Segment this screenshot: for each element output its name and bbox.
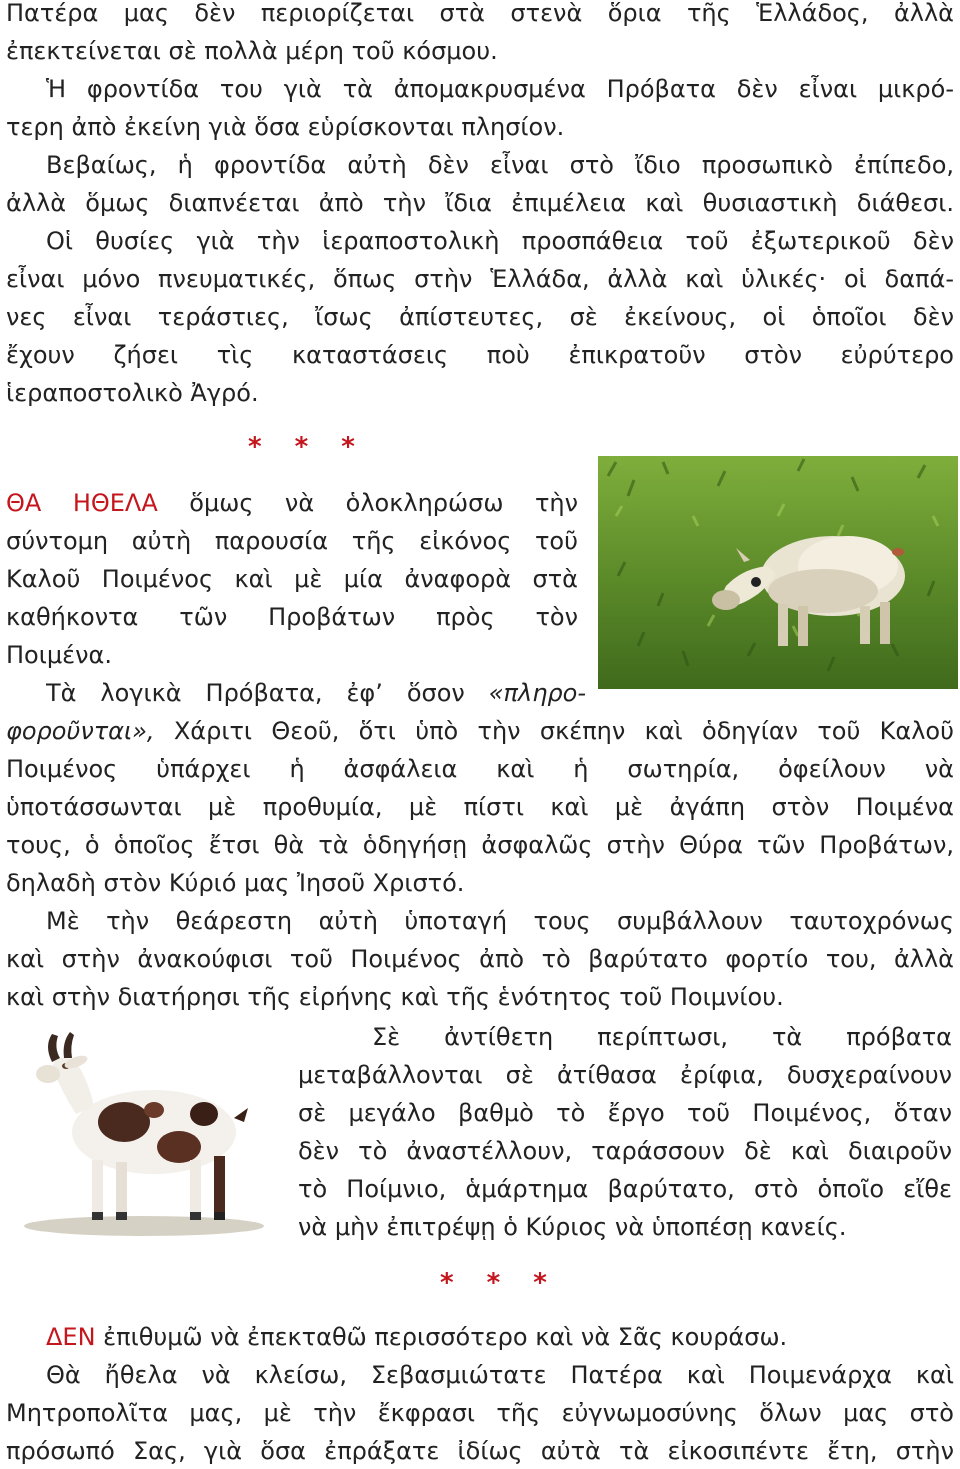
text-line: δὲν τὸ ἀναστέλλουν, ταράσσουν δὲ καὶ διαιροῦν	[298, 1137, 952, 1165]
text-fragment: ὅμως νὰ ὁλοκληρώσω τὴν	[157, 489, 578, 517]
text-line: Μητροπολῖτα μας, μὲ τὴν ἔκφρασι τῆς εὐγνωμοσύνης ὅλων μας στὸ	[6, 1399, 954, 1427]
text-line: Πατέρα μας δὲν περιορίζεται στὰ στενὰ ὅρια τῆς Ἑλλάδος, ἀλλὰ	[6, 0, 954, 27]
text-line	[6, 484, 578, 522]
text-fragment: Χάριτι Θεοῦ, ὅτι ὑπὸ τὴν σκέπην καὶ ὁδηγίαν τοῦ Καλοῦ	[154, 717, 954, 745]
sheep-grazing-photo	[598, 456, 958, 689]
text-line: νὰ μὴν ἐπιτρέψῃ ὁ Κύριος νὰ ὑποπέσῃ κανείς.	[298, 1213, 847, 1241]
text-line: τερη ἀπὸ ἐκείνη γιὰ ὅσα εὑρίσκονται πλησίον.	[6, 113, 565, 141]
section-separator-stars: * * *	[248, 432, 367, 462]
text-line: Καλοῦ Ποιμένος καὶ μὲ μία ἀναφορὰ στὰ	[6, 565, 578, 593]
text-line: νες εἶναι τεράστιες, ἴσως ἀπίστευτες, σὲ ἐκείνους, οἱ ὁποῖοι δὲν	[6, 303, 954, 331]
text-line: Οἱ θυσίες γιὰ τὴν ἱεραποστολικὴ προσπάθεια τοῦ ἐξωτερικοῦ δὲν	[46, 227, 954, 255]
text-line: ἀλλὰ ὅμως διαπνέεται ἀπὸ τὴν ἴδια ἐπιμέλεια καὶ θυσιαστικὴ διάθεσι.	[6, 189, 954, 217]
text-line: σύντομη αὐτὴ παρουσία τῆς εἰκόνος τοῦ	[6, 527, 578, 555]
text-line	[6, 712, 954, 750]
text-line: ἐπεκτείνεται σὲ πολλὰ μέρη τοῦ κόσμου.	[6, 37, 498, 65]
goat-spotted-photo	[4, 1022, 284, 1242]
drop-cap-heading: ΘΑ ΗΘΕΛΑ	[6, 489, 158, 517]
italic-text-fragment: «πληρο-	[488, 679, 586, 707]
text-line: ὑποτάσσωνται μὲ προθυμία, μὲ πίστι καὶ μὲ ἀγάπη στὸν Ποιμένα	[6, 793, 954, 821]
italic-text-fragment: φοροῦνται»,	[6, 717, 155, 745]
drop-cap-heading: ΔΕΝ	[46, 1323, 96, 1351]
text-line	[46, 1318, 954, 1356]
text-line	[46, 674, 586, 712]
text-line: Ἡ φροντίδα του γιὰ τὰ ἀπομακρυσμένα Πρόβατα δὲν εἶναι μικρό-	[46, 75, 954, 103]
text-line: Σὲ ἀντίθετη περίπτωσι, τὰ πρόβατα	[372, 1023, 952, 1051]
text-line: Βεβαίως, ἡ φροντίδα αὐτὴ δὲν εἶναι στὸ ἴδιο προσωπικὸ ἐπίπεδο,	[46, 151, 954, 179]
section-separator-stars: * * *	[440, 1268, 559, 1298]
text-line: ἱεραποστολικὸ Ἀγρό.	[6, 379, 259, 407]
text-line: σὲ μεγάλο βαθμὸ τὸ ἔργο τοῦ Ποιμένος, ὅταν	[298, 1099, 952, 1127]
text-line: καὶ στὴν διατήρησι τῆς εἰρήνης καὶ τῆς ἑνότητος τοῦ Ποιμνίου.	[6, 983, 784, 1011]
text-line: Ποιμένος ὑπάρχει ἡ ἀσφάλεια καὶ ἡ σωτηρία, ὀφείλουν νὰ	[6, 755, 954, 783]
text-line: Θὰ ἤθελα νὰ κλείσω, Σεβασμιώτατε Πατέρα καὶ Ποιμενάρχα καὶ	[46, 1361, 954, 1389]
text-line: τους, ὁ ὁποῖος ἔτσι θὰ τὰ ὁδηγήσῃ ἀσφαλῶς στὴν Θύρα τῶν Προβάτων,	[6, 831, 954, 859]
text-line: δηλαδὴ στὸν Κύριό μας Ἰησοῦ Χριστό.	[6, 869, 465, 897]
text-line: ἔχουν ζήσει τὶς καταστάσεις ποὺ ἐπικρατοῦν στὸν εὐρύτερο	[6, 341, 954, 369]
text-fragment: Τὰ λογικὰ Πρόβατα, ἐφ’ ὅσον	[46, 679, 489, 707]
text-fragment: ἐπιθυμῶ νὰ ἐπεκταθῶ περισσότερο καὶ νὰ Σᾶς κουράσω.	[95, 1323, 788, 1351]
text-line: καὶ στὴν ἀνακούφισι τοῦ Ποιμένος ἀπὸ τὸ βαρύτατο φορτίο του, ἀλλὰ	[6, 945, 954, 973]
text-line: Μὲ τὴν θεάρεστη αὐτὴ ὑποταγή τους συμβάλλουν ταυτοχρόνως	[46, 907, 954, 935]
text-line: τὸ Ποίμνιο, ἁμάρτημα βαρύτατο, στὸ ὁποῖο εἴθε	[298, 1175, 952, 1203]
text-line: πρόσωπό Σας, γιὰ ὅσα ἐπράξατε ἰδίως αὐτὰ τὰ εἰκοσιπέντε ἔτη, στὴν	[6, 1437, 954, 1465]
text-line: Ποιμένα.	[6, 641, 112, 669]
text-line: εἶναι μόνο πνευματικές, ὅπως στὴν Ἑλλάδα, ἀλλὰ καὶ ὑλικές· οἱ δαπά-	[6, 265, 954, 293]
text-line: μεταβάλλονται σὲ ἀτίθασα ἐρίφια, δυσχεραίνουν	[298, 1061, 952, 1089]
text-line: καθήκοντα τῶν Προβάτων πρὸς τὸν	[6, 603, 578, 631]
